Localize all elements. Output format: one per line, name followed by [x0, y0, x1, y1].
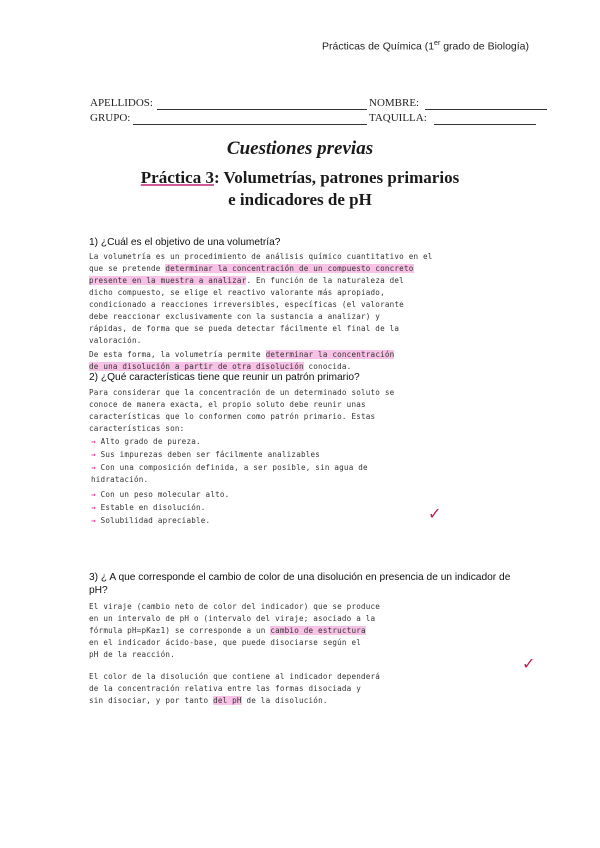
list-item: → Solubilidad apreciable. — [91, 516, 211, 525]
q2-answer-line: características son: — [89, 424, 185, 433]
q3-answer-line: El color de la disolución que contiene al indicador dependerá — [89, 672, 381, 681]
page-title: Cuestiones previas — [226, 138, 374, 159]
q3-answer-line: sin disociar, y por tanto del pH de la disolución. — [89, 696, 328, 705]
arrow-icon: → — [91, 437, 96, 446]
q1-answer-line: de una disolución a partir de otra disolución conocida. — [89, 362, 352, 371]
list-item: → Estable en disolución. — [91, 503, 206, 512]
highlight: del pH — [213, 696, 242, 705]
q3-answer-line: pH de la reacción. — [89, 650, 175, 659]
list-item: → Con una composición definida, a ser posible, sin agua de — [91, 463, 368, 472]
arrow-icon: → — [91, 516, 96, 525]
arrow-icon: → — [91, 503, 96, 512]
arrow-icon: → — [91, 463, 96, 472]
grupo-line[interactable] — [133, 124, 367, 125]
q1-answer-line: que se pretende determinar la concentración de un compuesto concreto — [89, 264, 414, 273]
practice-title: Práctica 3: Volumetrías, patrones primarios — [140, 168, 460, 187]
question-2: 2) ¿Qué características tiene que reunir un patrón primario? — [89, 372, 360, 383]
q1-answer-line: debe reaccionar exclusivamente con la sustancia a analizar) y — [89, 312, 381, 321]
q1-answer-line: rápidas, de forma que se pueda detectar fácilmente el final de la — [89, 324, 400, 333]
q1-answer-line: De esta forma, la volumetría permite determinar la concentración — [89, 350, 395, 359]
list-item-continuation: hidratación. — [91, 475, 149, 484]
apellidos-label: APELLIDOS: — [90, 97, 153, 109]
arrow-icon: → — [91, 450, 96, 459]
highlight: presente en la muestra a analizar — [89, 276, 247, 285]
highlight: determinar la concentración de un compuesto concreto — [165, 264, 414, 273]
question-3-cont: pH? — [89, 585, 108, 596]
highlight: determinar la concentración — [265, 350, 395, 359]
q3-answer-line: en un intervalo de pH o (intervalo del viraje; asociado a la — [89, 614, 376, 623]
taquilla-label: TAQUILLA: — [369, 112, 427, 124]
check-mark-icon: ✓ — [522, 654, 536, 673]
list-item: → Sus impurezas deben ser fácilmente analizables — [91, 450, 321, 459]
list-item: → Con un peso molecular alto. — [91, 490, 230, 499]
q2-answer-line: características que lo conformen como patrón primario. Estas — [89, 412, 376, 421]
practice-subtitle: e indicadores de pH — [228, 190, 372, 209]
q1-answer-line: dicho compuesto, se elige el reactivo valorante más apropiado, — [89, 288, 385, 297]
q2-answer-line: conoce de manera exacta, el propio soluto debe reunir unas — [89, 400, 366, 409]
q3-answer-line: de la concentración relativa entre las formas disociada y — [89, 684, 361, 693]
check-mark-icon: ✓ — [428, 504, 442, 523]
taquilla-line[interactable] — [434, 124, 536, 125]
q1-answer-line: valoración. — [89, 336, 142, 345]
course-header: Prácticas de Química (1er grado de Biología) — [322, 40, 530, 53]
q2-answer-line: Para considerar que la concentración de un determinado soluto se — [89, 388, 395, 397]
question-3: 3) ¿ A que corresponde el cambio de color de una disolución en presencia de un indicador de — [89, 572, 511, 583]
arrow-icon: → — [91, 490, 96, 499]
nombre-label: NOMBRE: — [369, 97, 420, 109]
q1-answer-line: La volumetría es un procedimiento de análisis químico cuantitativo en el — [89, 252, 433, 261]
q3-answer-line: El viraje (cambio neto de color del indicador) que se produce — [89, 602, 381, 611]
nombre-line[interactable] — [425, 109, 547, 110]
q3-answer-line: fórmula pH=pKa±1) se corresponde a un cambio de estructura — [89, 626, 366, 635]
apellidos-line[interactable] — [157, 109, 367, 110]
question-1: 1) ¿Cuál es el objetivo de una volumetría? — [89, 237, 281, 248]
practice-label: Práctica 3 — [140, 168, 214, 187]
q1-answer-line: presente en la muestra a analizar. En función de la naturaleza del — [89, 276, 404, 285]
list-item: → Alto grado de pureza. — [91, 437, 201, 446]
grupo-label: GRUPO: — [90, 112, 131, 124]
highlight: de una disolución a partir de otra disolución — [89, 362, 304, 371]
q3-answer-line: en el indicador ácido-base, que puede disociarse según el — [89, 638, 361, 647]
highlight: cambio de estructura — [270, 626, 366, 635]
q1-answer-line: condicionado a reacciones irreversibles, específicas (el valorante — [89, 300, 404, 309]
